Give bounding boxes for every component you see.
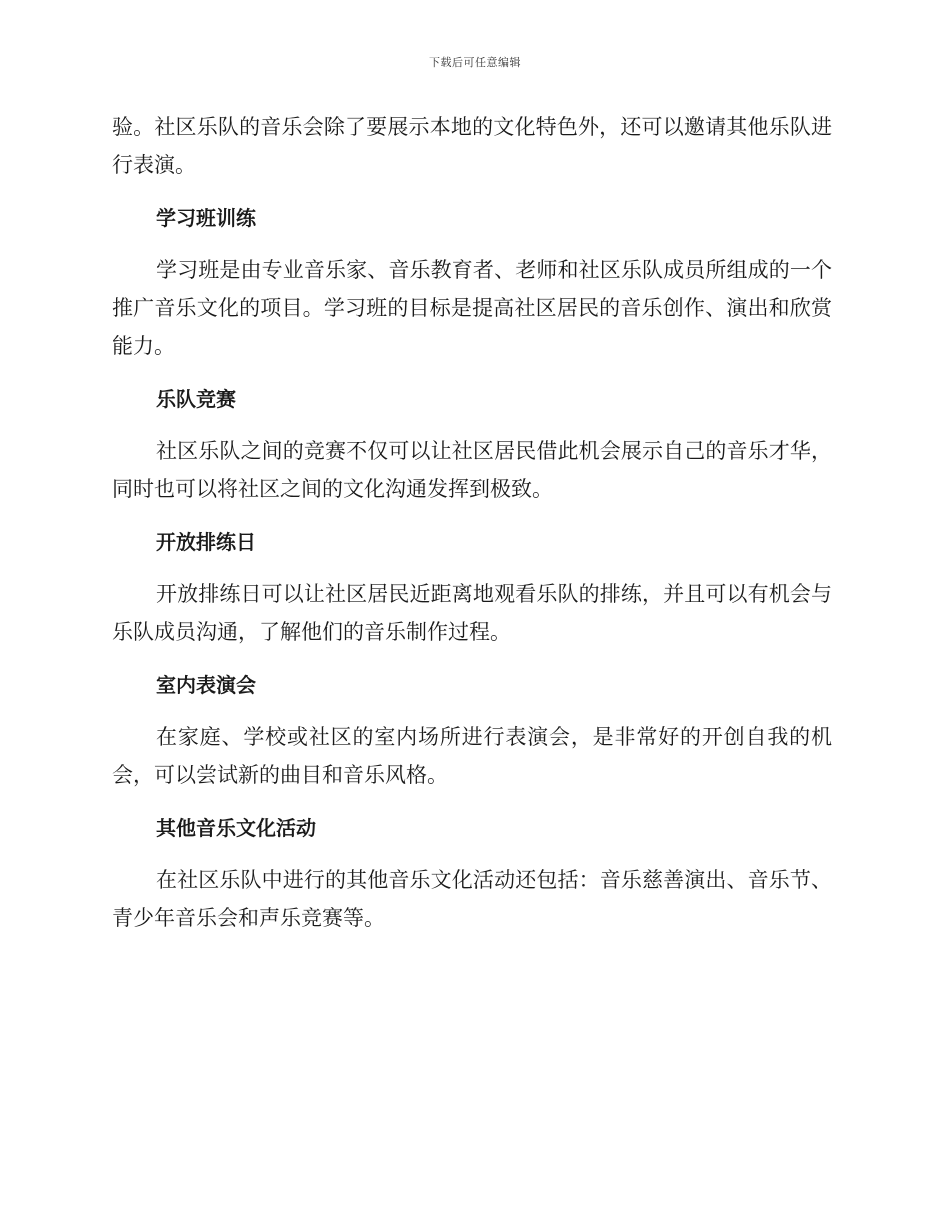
- section-band-competition: [112, 380, 832, 508]
- section-heading: 其他音乐文化活动: [156, 816, 316, 840]
- section-study-class: [112, 199, 832, 365]
- section-heading: 室内表演会: [156, 673, 256, 697]
- page-header: 下载后可任意编辑: [429, 56, 521, 69]
- section-indoor-performance: [112, 666, 832, 794]
- section-heading: 学习班训练: [156, 206, 256, 230]
- section-heading: 开放排练日: [156, 530, 256, 554]
- intro-paragraph: 验。社区乐队的音乐会除了要展示本地的文化特色外，还可以邀请其他乐队进行表演。: [112, 115, 832, 177]
- section-paragraph: 在家庭、学校或社区的室内场所进行表演会，是非常好的开创自我的机会，可以尝试新的曲目和音乐风格。: [112, 725, 832, 787]
- section-paragraph: 社区乐队之间的竞赛不仅可以让社区居民借此机会展示自己的音乐才华，同时也可以将社区之间的文化沟通发挥到极致。: [112, 439, 832, 501]
- section-other-activities: [112, 809, 832, 937]
- document-body: [112, 108, 832, 952]
- section-paragraph: 学习班是由专业音乐家、音乐教育者、老师和社区乐队成员所组成的一个推广音乐文化的项目。学习班的目标是提高社区居民的音乐创作、演出和欣赏能力。: [112, 258, 832, 358]
- section-heading: 乐队竞赛: [156, 387, 236, 411]
- section-paragraph: 开放排练日可以让社区居民近距离地观看乐队的排练，并且可以有机会与乐队成员沟通，了解他们的音乐制作过程。: [112, 582, 832, 644]
- section-paragraph: 在社区乐队中进行的其他音乐文化活动还包括：音乐慈善演出、音乐节、青少年音乐会和声乐竞赛等。: [112, 868, 832, 930]
- section-open-rehearsal: [112, 523, 832, 651]
